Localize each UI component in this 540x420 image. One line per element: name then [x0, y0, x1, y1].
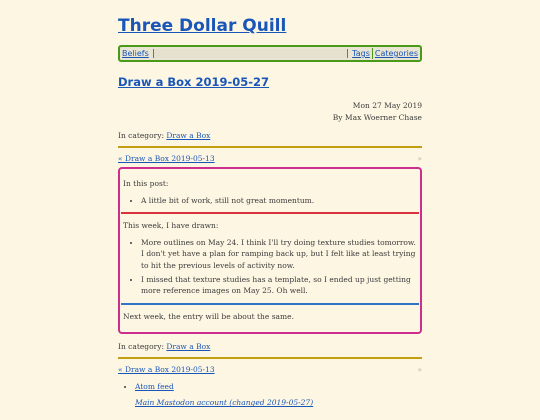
mastodon-link[interactable]: Main Mastodon account (changed 2019-05-27) [135, 398, 314, 408]
summary-item: • A little bit of work, still not great momentum. [141, 195, 417, 207]
summary-list [123, 195, 417, 207]
category-line-top [118, 130, 422, 141]
previous-post-link[interactable]: « Draw a Box 2019-05-13 [118, 154, 215, 163]
divider-gold [118, 357, 422, 359]
post-date: Mon 27 May 2019 [352, 101, 422, 110]
post-meta [118, 100, 422, 124]
nav-bar [118, 45, 422, 62]
nav-beliefs-link[interactable]: Beliefs [122, 49, 149, 58]
previous-post-link[interactable]: « Draw a Box 2019-05-13 [118, 365, 215, 375]
nav-tags-link[interactable]: Tags [352, 49, 370, 58]
drawn-item: • More outlines on May 24. I think I'll try doing texture studies tomorrow. I don't yet have a plan for ramping back up, but I felt like at least trying to hit the previous levels of activity now. [141, 237, 417, 272]
category-prefix: In category: [118, 131, 164, 140]
page [118, 15, 422, 407]
post-author: By Max Woerner Chase [332, 113, 422, 122]
divider-blue [121, 303, 419, 305]
site-title-link[interactable]: Three Dollar Quill [118, 16, 287, 36]
category-prefix: In category: [118, 342, 164, 352]
post-title-link[interactable]: Draw a Box 2019-05-27 [118, 75, 270, 89]
divider-gold [118, 146, 422, 148]
category-link[interactable]: Draw a Box [166, 342, 211, 352]
atom-feed-link[interactable]: Atom feed [135, 382, 174, 392]
category-link[interactable]: Draw a Box [166, 131, 211, 140]
drawn-item: • I missed that texture studies has a template, so I ended up just getting more reference images on May 25. Oh well. [141, 274, 417, 297]
drawn-intro: This week, I have drawn: [123, 221, 219, 231]
divider-red [121, 212, 419, 214]
nav-spacer [153, 49, 348, 58]
post-body [118, 167, 422, 334]
nav-categories-link[interactable]: Categories [374, 49, 418, 58]
footer-item [135, 381, 422, 392]
drawn-list [123, 237, 417, 297]
in-this-post-heading: In this post: [123, 179, 169, 188]
closing-text: Next week, the entry will be about the same. [123, 311, 294, 321]
next-post-marker: » [417, 154, 422, 163]
footer-links [118, 381, 422, 392]
next-post-marker: » [417, 365, 422, 375]
post-navigation-top [118, 153, 422, 164]
post-navigation-bottom [118, 364, 422, 375]
category-line-bottom [118, 341, 422, 352]
